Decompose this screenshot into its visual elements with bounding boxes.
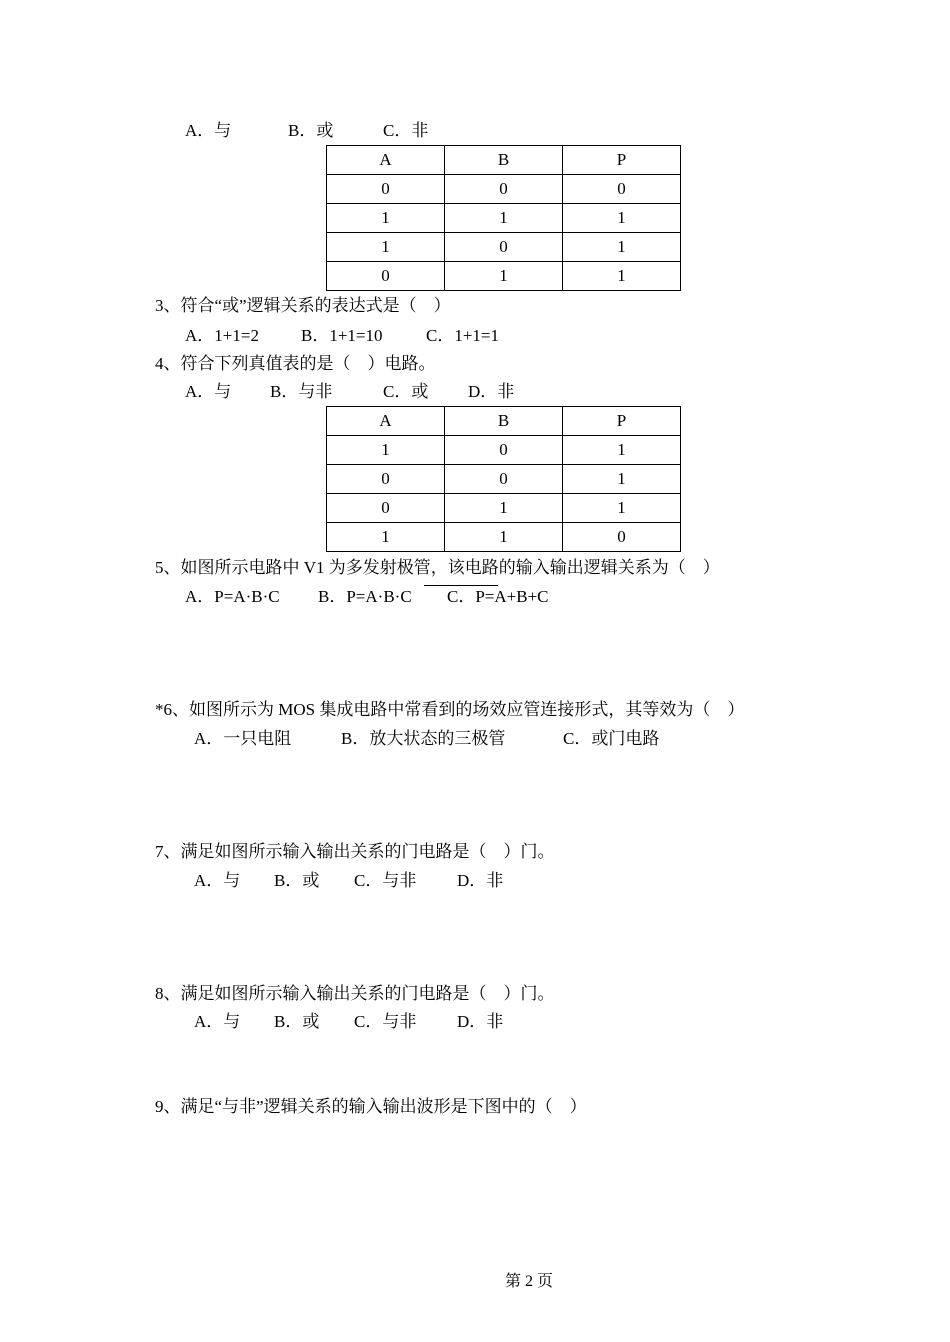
table-cell: 1 bbox=[445, 262, 563, 291]
truth-table-q2 bbox=[326, 145, 681, 291]
q7-question: 7、满足如图所示输入输出关系的门电路是（ ）门。 bbox=[155, 842, 555, 861]
table-cell: 0 bbox=[327, 494, 445, 523]
table-header-cell: P bbox=[563, 146, 681, 175]
q8-question: 8、满足如图所示输入输出关系的门电路是（ ）门。 bbox=[155, 984, 555, 1003]
table-row bbox=[327, 436, 681, 465]
q4-option-d: D．非 bbox=[468, 382, 515, 401]
q2-option-c: C．非 bbox=[383, 121, 429, 140]
table-cell: 1 bbox=[445, 494, 563, 523]
table-header-cell: B bbox=[445, 146, 563, 175]
table-cell: 0 bbox=[445, 233, 563, 262]
q6-option-c: C．或门电路 bbox=[563, 729, 660, 748]
q7-option-a: A．与 bbox=[194, 871, 241, 890]
table-cell: 0 bbox=[445, 175, 563, 204]
q7-option-c: C．与非 bbox=[354, 871, 417, 890]
q3-option-b: B．1+1=10 bbox=[301, 326, 383, 345]
q8-option-b: B．或 bbox=[274, 1012, 320, 1031]
table-cell: 0 bbox=[563, 523, 681, 552]
q3-option-a: A．1+1=2 bbox=[185, 326, 259, 345]
table-row bbox=[327, 465, 681, 494]
table-cell: 0 bbox=[327, 262, 445, 291]
table-cell: 1 bbox=[327, 523, 445, 552]
q8-option-c: C．与非 bbox=[354, 1012, 417, 1031]
table-cell: 1 bbox=[563, 262, 681, 291]
q5-question: 5、如图所示电路中 V1 为多发射极管，该电路的输入输出逻辑关系为（ ） bbox=[155, 558, 720, 577]
table-cell: 1 bbox=[327, 233, 445, 262]
q5-option-a: A．P=A·B·C bbox=[185, 587, 280, 606]
table-row bbox=[327, 233, 681, 262]
q3-question: 3、符合“或”逻辑关系的表达式是（ ） bbox=[155, 296, 451, 315]
table-header-cell: B bbox=[445, 407, 563, 436]
q3-option-c: C．1+1=1 bbox=[426, 326, 500, 345]
table-row bbox=[327, 262, 681, 291]
q4-question: 4、符合下列真值表的是（ ）电路。 bbox=[155, 354, 436, 373]
table-cell: 1 bbox=[563, 204, 681, 233]
q5-option-b-overbar bbox=[424, 585, 498, 586]
table-row bbox=[327, 204, 681, 233]
table-cell: 0 bbox=[563, 175, 681, 204]
q5-option-c: C．P=A+B+C bbox=[447, 587, 549, 606]
q6-question: *6、如图所示为 MOS 集成电路中常看到的场效应管连接形式，其等效为（ ） bbox=[155, 700, 745, 719]
q5-option-b: B．P=A·B·C bbox=[318, 587, 412, 606]
q7-option-d: D．非 bbox=[457, 871, 504, 890]
q4-option-c: C．或 bbox=[383, 382, 429, 401]
q8-option-a: A．与 bbox=[194, 1012, 241, 1031]
table-cell: 1 bbox=[445, 523, 563, 552]
q8-option-d: D．非 bbox=[457, 1012, 504, 1031]
table-header-cell: A bbox=[327, 407, 445, 436]
table-cell: 0 bbox=[445, 436, 563, 465]
table-cell: 1 bbox=[327, 436, 445, 465]
q2-option-a: A．与 bbox=[185, 121, 232, 140]
table-cell: 0 bbox=[327, 465, 445, 494]
q6-option-a: A．一只电阻 bbox=[194, 729, 292, 748]
q2-option-b: B．或 bbox=[288, 121, 334, 140]
q7-option-b: B．或 bbox=[274, 871, 320, 890]
table-cell: 1 bbox=[445, 204, 563, 233]
table-cell: 0 bbox=[327, 175, 445, 204]
q9-question: 9、满足“与非”逻辑关系的输入输出波形是下图中的（ ） bbox=[155, 1097, 587, 1116]
table-header-row bbox=[327, 146, 681, 175]
table-cell: 1 bbox=[563, 465, 681, 494]
table-cell: 1 bbox=[327, 204, 445, 233]
q4-option-a: A．与 bbox=[185, 382, 232, 401]
q4-option-b: B．与非 bbox=[270, 382, 333, 401]
table-cell: 1 bbox=[563, 436, 681, 465]
table-header-cell: P bbox=[563, 407, 681, 436]
table-cell: 1 bbox=[563, 233, 681, 262]
table-row bbox=[327, 523, 681, 552]
table-header-row bbox=[327, 407, 681, 436]
table-cell: 0 bbox=[445, 465, 563, 494]
table-cell: 1 bbox=[563, 494, 681, 523]
q6-option-b: B．放大状态的三极管 bbox=[341, 729, 506, 748]
table-row bbox=[327, 494, 681, 523]
truth-table-q4 bbox=[326, 406, 681, 552]
table-row bbox=[327, 175, 681, 204]
page-number: 第 2 页 bbox=[505, 1273, 554, 1290]
table-header-cell: A bbox=[327, 146, 445, 175]
